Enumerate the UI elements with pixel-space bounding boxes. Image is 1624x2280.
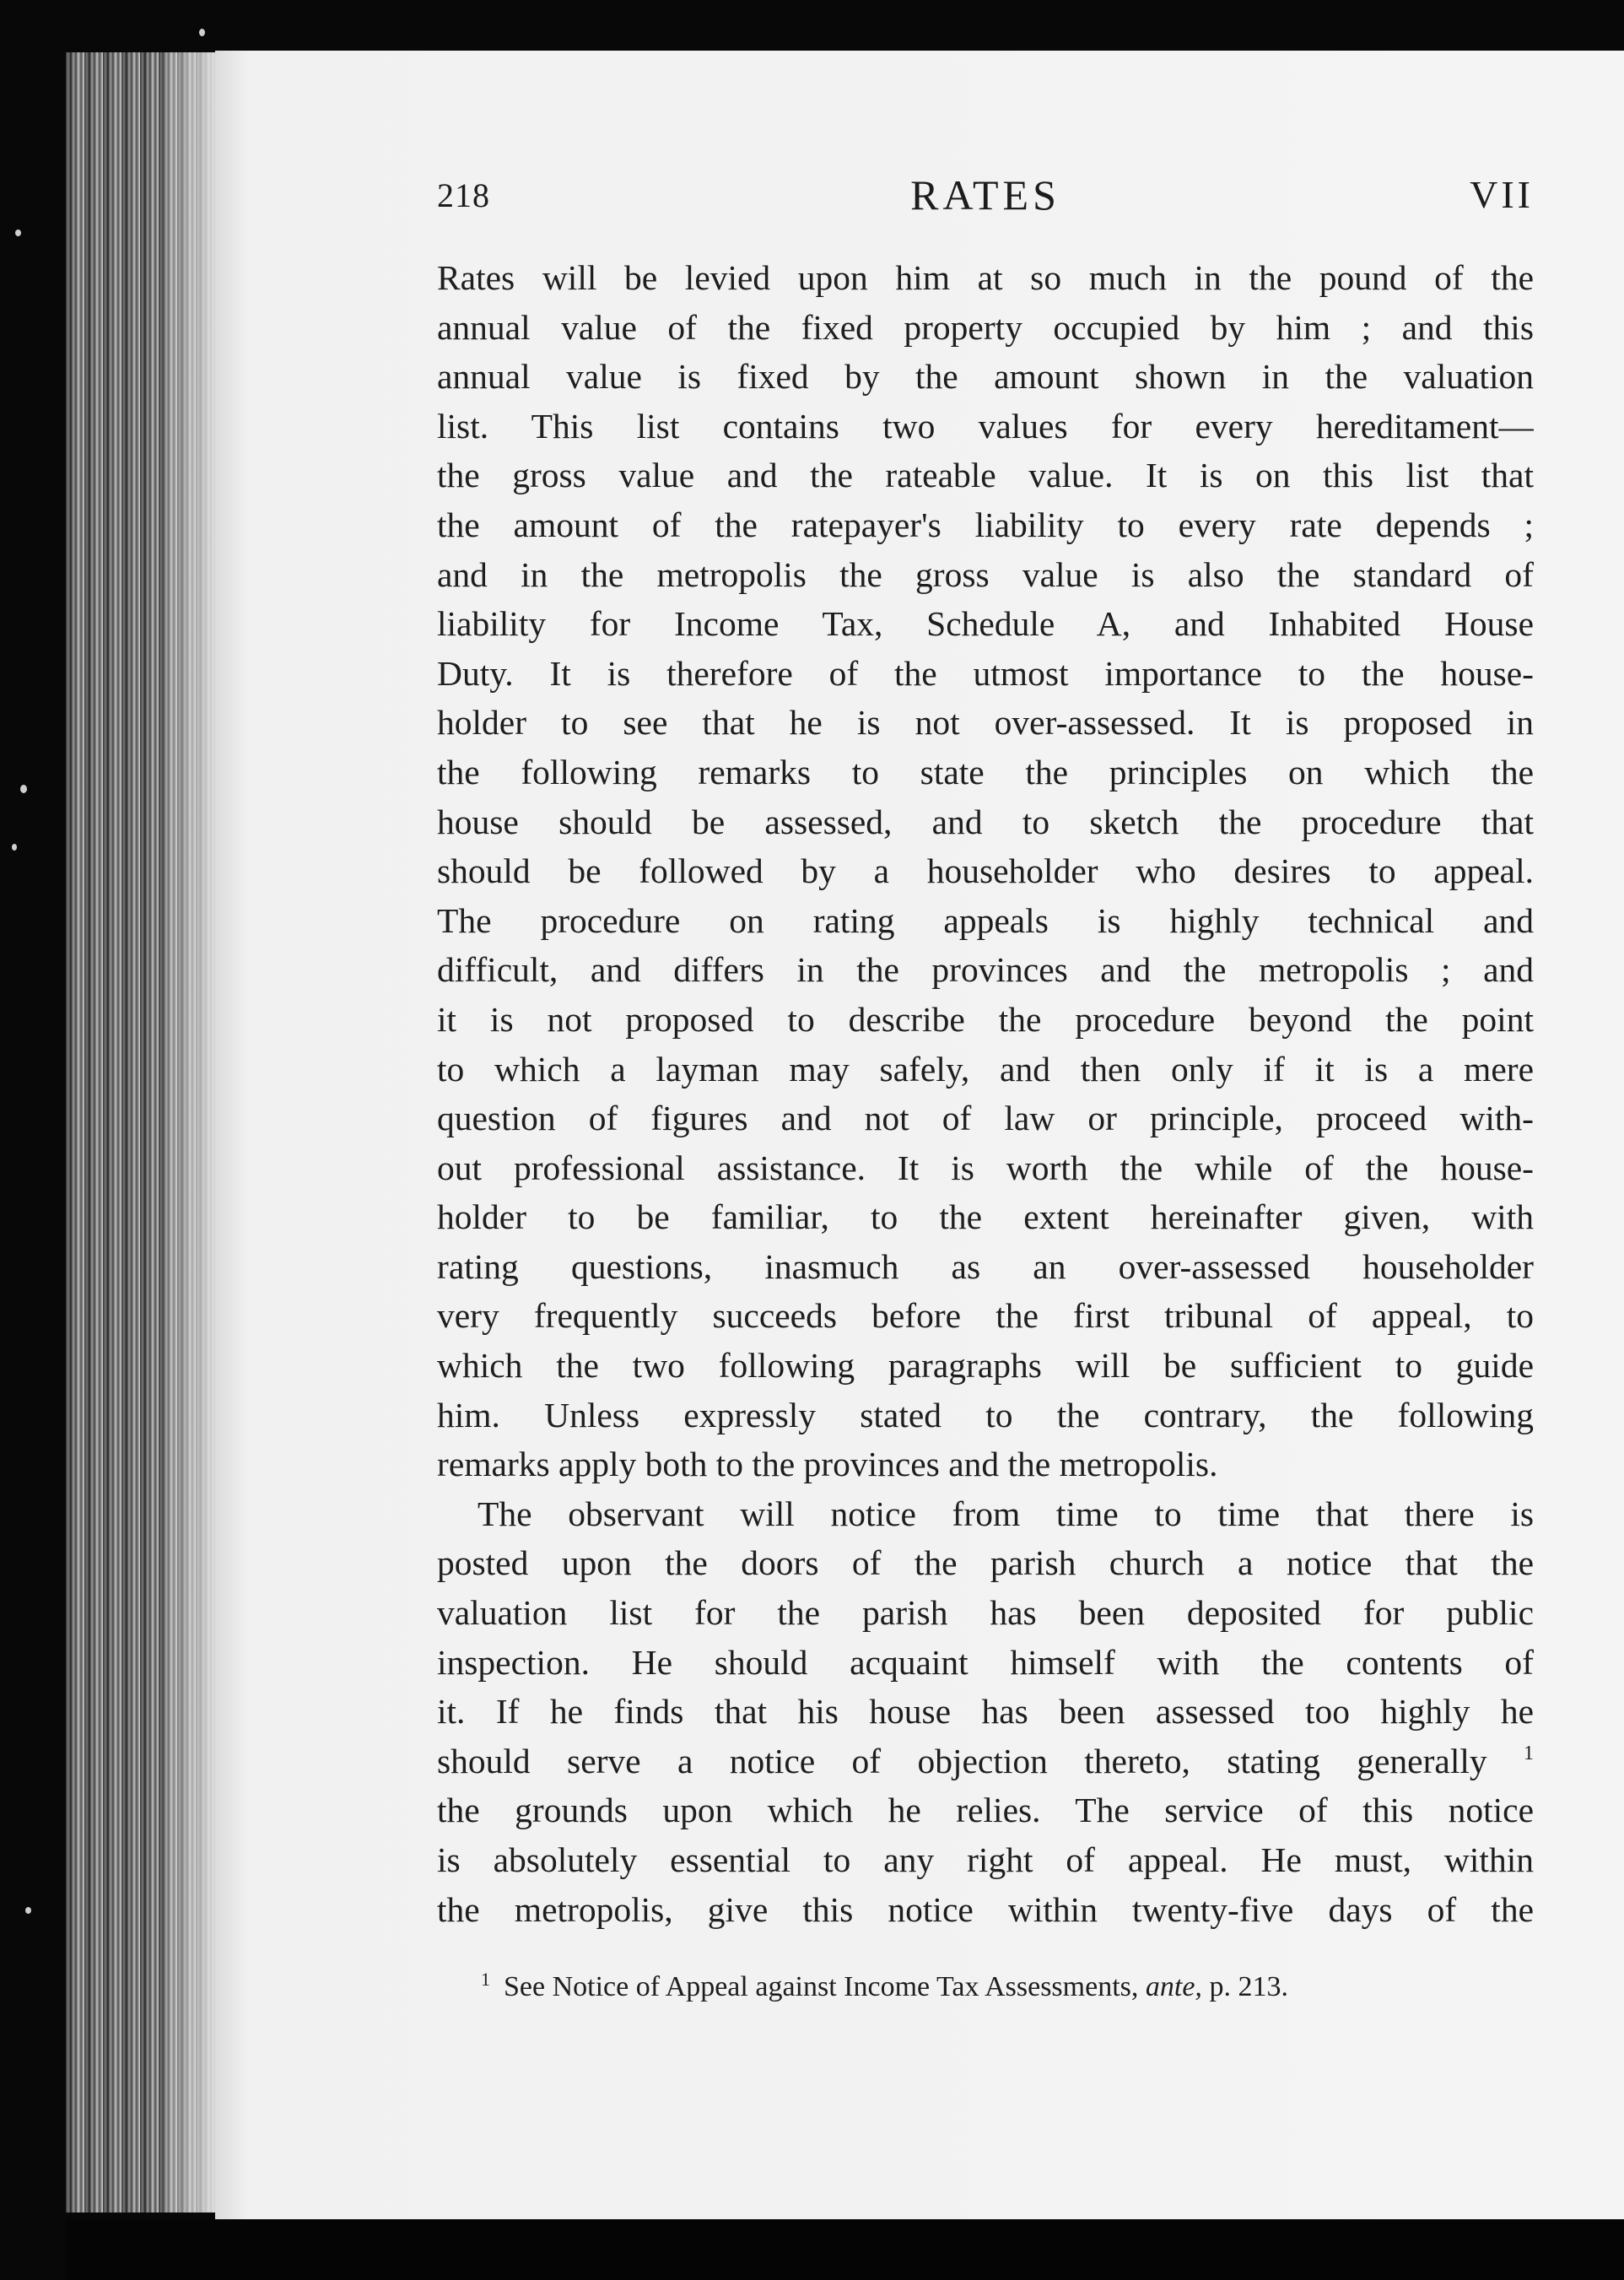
text-line: which the two following paragraphs will be sufficient to guide — [437, 1346, 1534, 1386]
text-line: annual value of the fixed property occupied by him ; and this — [437, 307, 1534, 347]
running-head — [437, 171, 1534, 226]
speck — [199, 29, 205, 36]
text-line: to which a layman may safely, and then only if it is a mere — [437, 1049, 1534, 1089]
text-line: is absolutely essential to any right of appeal. He must, within — [437, 1840, 1534, 1879]
running-title: RATES — [910, 171, 1060, 219]
speck — [25, 1907, 31, 1914]
text-line: difficult, and differs in the provinces and the metropolis ; and — [437, 950, 1534, 990]
text-line: him. Unless expressly stated to the contrary, the following — [437, 1395, 1534, 1434]
text-line: The procedure on rating appeals is highly technical and — [437, 900, 1534, 940]
text-line: rating questions, inasmuch as an over-assessed householder — [437, 1246, 1534, 1286]
body-text — [437, 253, 1534, 1934]
text-line: it is not proposed to describe the procedure beyond the point — [437, 999, 1534, 1039]
text-line: and in the metropolis the gross value is also the standard of — [437, 554, 1534, 594]
text-line: inspection. He should acquaint himself with the contents of — [437, 1642, 1534, 1682]
text-line: house should be assessed, and to sketch the procedure that — [437, 802, 1534, 841]
text-line: posted upon the doors of the parish church a notice that the — [437, 1543, 1534, 1583]
text-line: very frequently succeeds before the first tribunal of appeal, to — [437, 1296, 1534, 1336]
footnote-page-ref: p. 213. — [1209, 1971, 1288, 2002]
text-line: valuation list for the parish has been deposited for public — [437, 1593, 1534, 1633]
text-line: the following remarks to state the principles on which the — [437, 752, 1534, 792]
text-line: annual value is fixed by the amount shown in the valuation — [437, 357, 1534, 397]
text-line: it. If he finds that his house has been assessed too highly he — [437, 1692, 1534, 1732]
text-line: should serve a notice of objection thereto, stating generally — [437, 1741, 1487, 1780]
speck — [20, 785, 27, 793]
text-line: should be followed by a householder who desires to appeal. — [437, 851, 1534, 891]
chapter-number: VII — [1470, 173, 1534, 216]
speck — [12, 844, 17, 851]
text-line: liability for Income Tax, Schedule A, and Inhabited House — [437, 604, 1534, 644]
text-line: holder to be familiar, to the extent hereinafter given, with — [437, 1197, 1534, 1237]
text-line: list. This list contains two values for every hereditament— — [437, 406, 1534, 446]
footnote-reference: 1 — [1524, 1742, 1534, 1764]
footnote-italic: ante, — [1145, 1971, 1202, 2002]
text-line: the gross value and the rateable value. It is on this list that — [437, 456, 1534, 495]
footnote — [437, 1959, 1534, 2007]
text-line: Rates will be levied upon him at so much in the pound of the — [437, 258, 1534, 297]
footnote-text: See Notice of Appeal against Income Tax Assessments, — [504, 1971, 1139, 2002]
text-line: Duty. It is therefore of the utmost importance to the house- — [437, 653, 1534, 693]
text-line: question of figures and not of law or principle, proceed with- — [437, 1099, 1534, 1138]
page-number: 218 — [437, 176, 490, 214]
text-line: remarks apply both to the provinces and the metropolis. — [437, 1445, 1218, 1484]
text-line: out professional assistance. It is worth the while of the house- — [437, 1148, 1534, 1187]
text-line: the grounds upon which he relies. The service of this notice — [437, 1791, 1534, 1830]
book-page-edges — [66, 52, 222, 2212]
speck — [15, 230, 21, 236]
text-line: The observant will notice from time to time that there is — [477, 1494, 1534, 1533]
bottom-shadow — [66, 2219, 1624, 2280]
text-line: the amount of the ratepayer's liability to every rate depends ; — [437, 505, 1534, 544]
text-line: holder to see that he is not over-assessed. It is proposed in — [437, 703, 1534, 743]
text-line: the metropolis, give this notice within twenty-five days of the — [437, 1889, 1534, 1929]
footnote-mark: 1 — [481, 1969, 490, 1990]
text-line-with-footnote — [437, 1737, 1534, 1786]
